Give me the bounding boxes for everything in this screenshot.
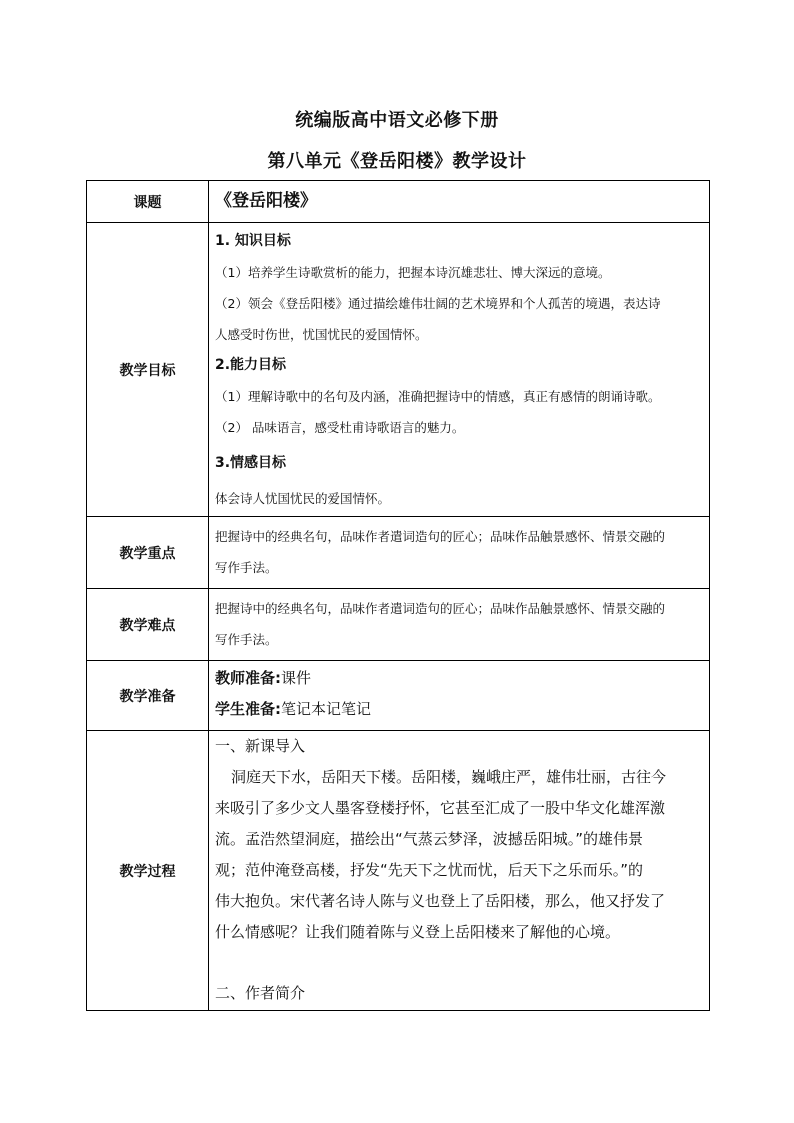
- process-paragraph-line: 流。孟浩然望洞庭，描绘出“气蒸云梦泽，波撼岳阳城。”的雄伟景: [215, 830, 644, 848]
- student-preparation-value: 笔记本记笔记: [281, 700, 372, 718]
- lesson-plan-table: [86, 180, 710, 1011]
- key-points-text: 把握诗中的经典名句，品味作者遣词造句的匠心；品味作品触景感怀、情景交融的: [215, 529, 666, 544]
- row-difficulties: [87, 589, 710, 661]
- objective-text: （2） 品味语言，感受杜甫诗歌语言的魅力。: [215, 420, 465, 435]
- process-paragraph-line: 洞庭天下水，岳阳天下楼。岳阳楼，巍峨庄严，雄伟壮丽，古往今: [231, 768, 667, 786]
- process-section-heading: 二、作者简介: [215, 984, 306, 1002]
- objective-text: （1）理解诗歌中的名句及内涵，准确把握诗中的情感，真正有感情的朗诵诗歌。: [215, 389, 661, 404]
- process-paragraph-line: 观；范仲淹登高楼，抒发“先天下之忧而忧，后天下之乐而乐。”的: [215, 861, 644, 879]
- difficulties-text: 写作手法。: [215, 632, 278, 647]
- process-section-heading: 一、新课导入: [215, 737, 306, 755]
- row-objectives: [87, 223, 710, 517]
- row-preparation: [87, 661, 710, 731]
- objective-text: （2）领会《登岳阳楼》通过描绘雄伟壮阔的艺术境界和个人孤苦的境遇，表达诗: [215, 296, 661, 311]
- teacher-preparation: [215, 663, 703, 694]
- document-title: 统编版高中语文必修下册: [295, 110, 499, 131]
- teacher-preparation-label: 教师准备:: [215, 669, 281, 687]
- objective-text: （1）培养学生诗歌赏析的能力，把握本诗沉雄悲壮、博大深远的意境。: [215, 265, 611, 280]
- label-difficulties: 教学难点: [87, 589, 209, 661]
- objective-heading-ability: 2.能力目标: [215, 357, 287, 373]
- process-paragraph-line: 什么情感呢？让我们随着陈与义登上岳阳楼来了解他的心境。: [215, 923, 621, 941]
- difficulties-text: 把握诗中的经典名句，品味作者遣词造句的匠心；品味作品触景感怀、情景交融的: [215, 601, 666, 616]
- objective-text: 体会诗人忧国忧民的爱国情怀。: [215, 491, 391, 506]
- row-process: [87, 731, 710, 1011]
- label-preparation: 教学准备: [87, 661, 209, 731]
- objective-heading-knowledge: 1. 知识目标: [215, 233, 291, 249]
- label-objectives: 教学目标: [87, 223, 209, 517]
- topic-value: 《登岳阳楼》: [215, 191, 317, 211]
- student-preparation: [215, 694, 703, 725]
- label-topic: 课题: [87, 181, 209, 223]
- spacer: [215, 948, 703, 978]
- objective-heading-emotion: 3.情感目标: [215, 455, 287, 471]
- row-key-points: [87, 517, 710, 589]
- row-topic: [87, 181, 710, 223]
- teacher-preparation-value: 课件: [281, 669, 312, 687]
- student-preparation-label: 学生准备:: [215, 700, 281, 718]
- label-key-points: 教学重点: [87, 517, 209, 589]
- process-paragraph-line: 伟大抱负。宋代著名诗人陈与义也登上了岳阳楼，那么，他又抒发了: [215, 892, 666, 910]
- objective-text: 人感受时伤世，忧国忧民的爱国情怀。: [215, 327, 428, 342]
- key-points-text: 写作手法。: [215, 560, 278, 575]
- label-process: 教学过程: [87, 731, 209, 1011]
- process-paragraph-line: 来吸引了多少文人墨客登楼抒怀，它甚至汇成了一股中华文化雄浑激: [215, 799, 666, 817]
- document-subtitle: 第八单元《登岳阳楼》教学设计: [267, 151, 527, 172]
